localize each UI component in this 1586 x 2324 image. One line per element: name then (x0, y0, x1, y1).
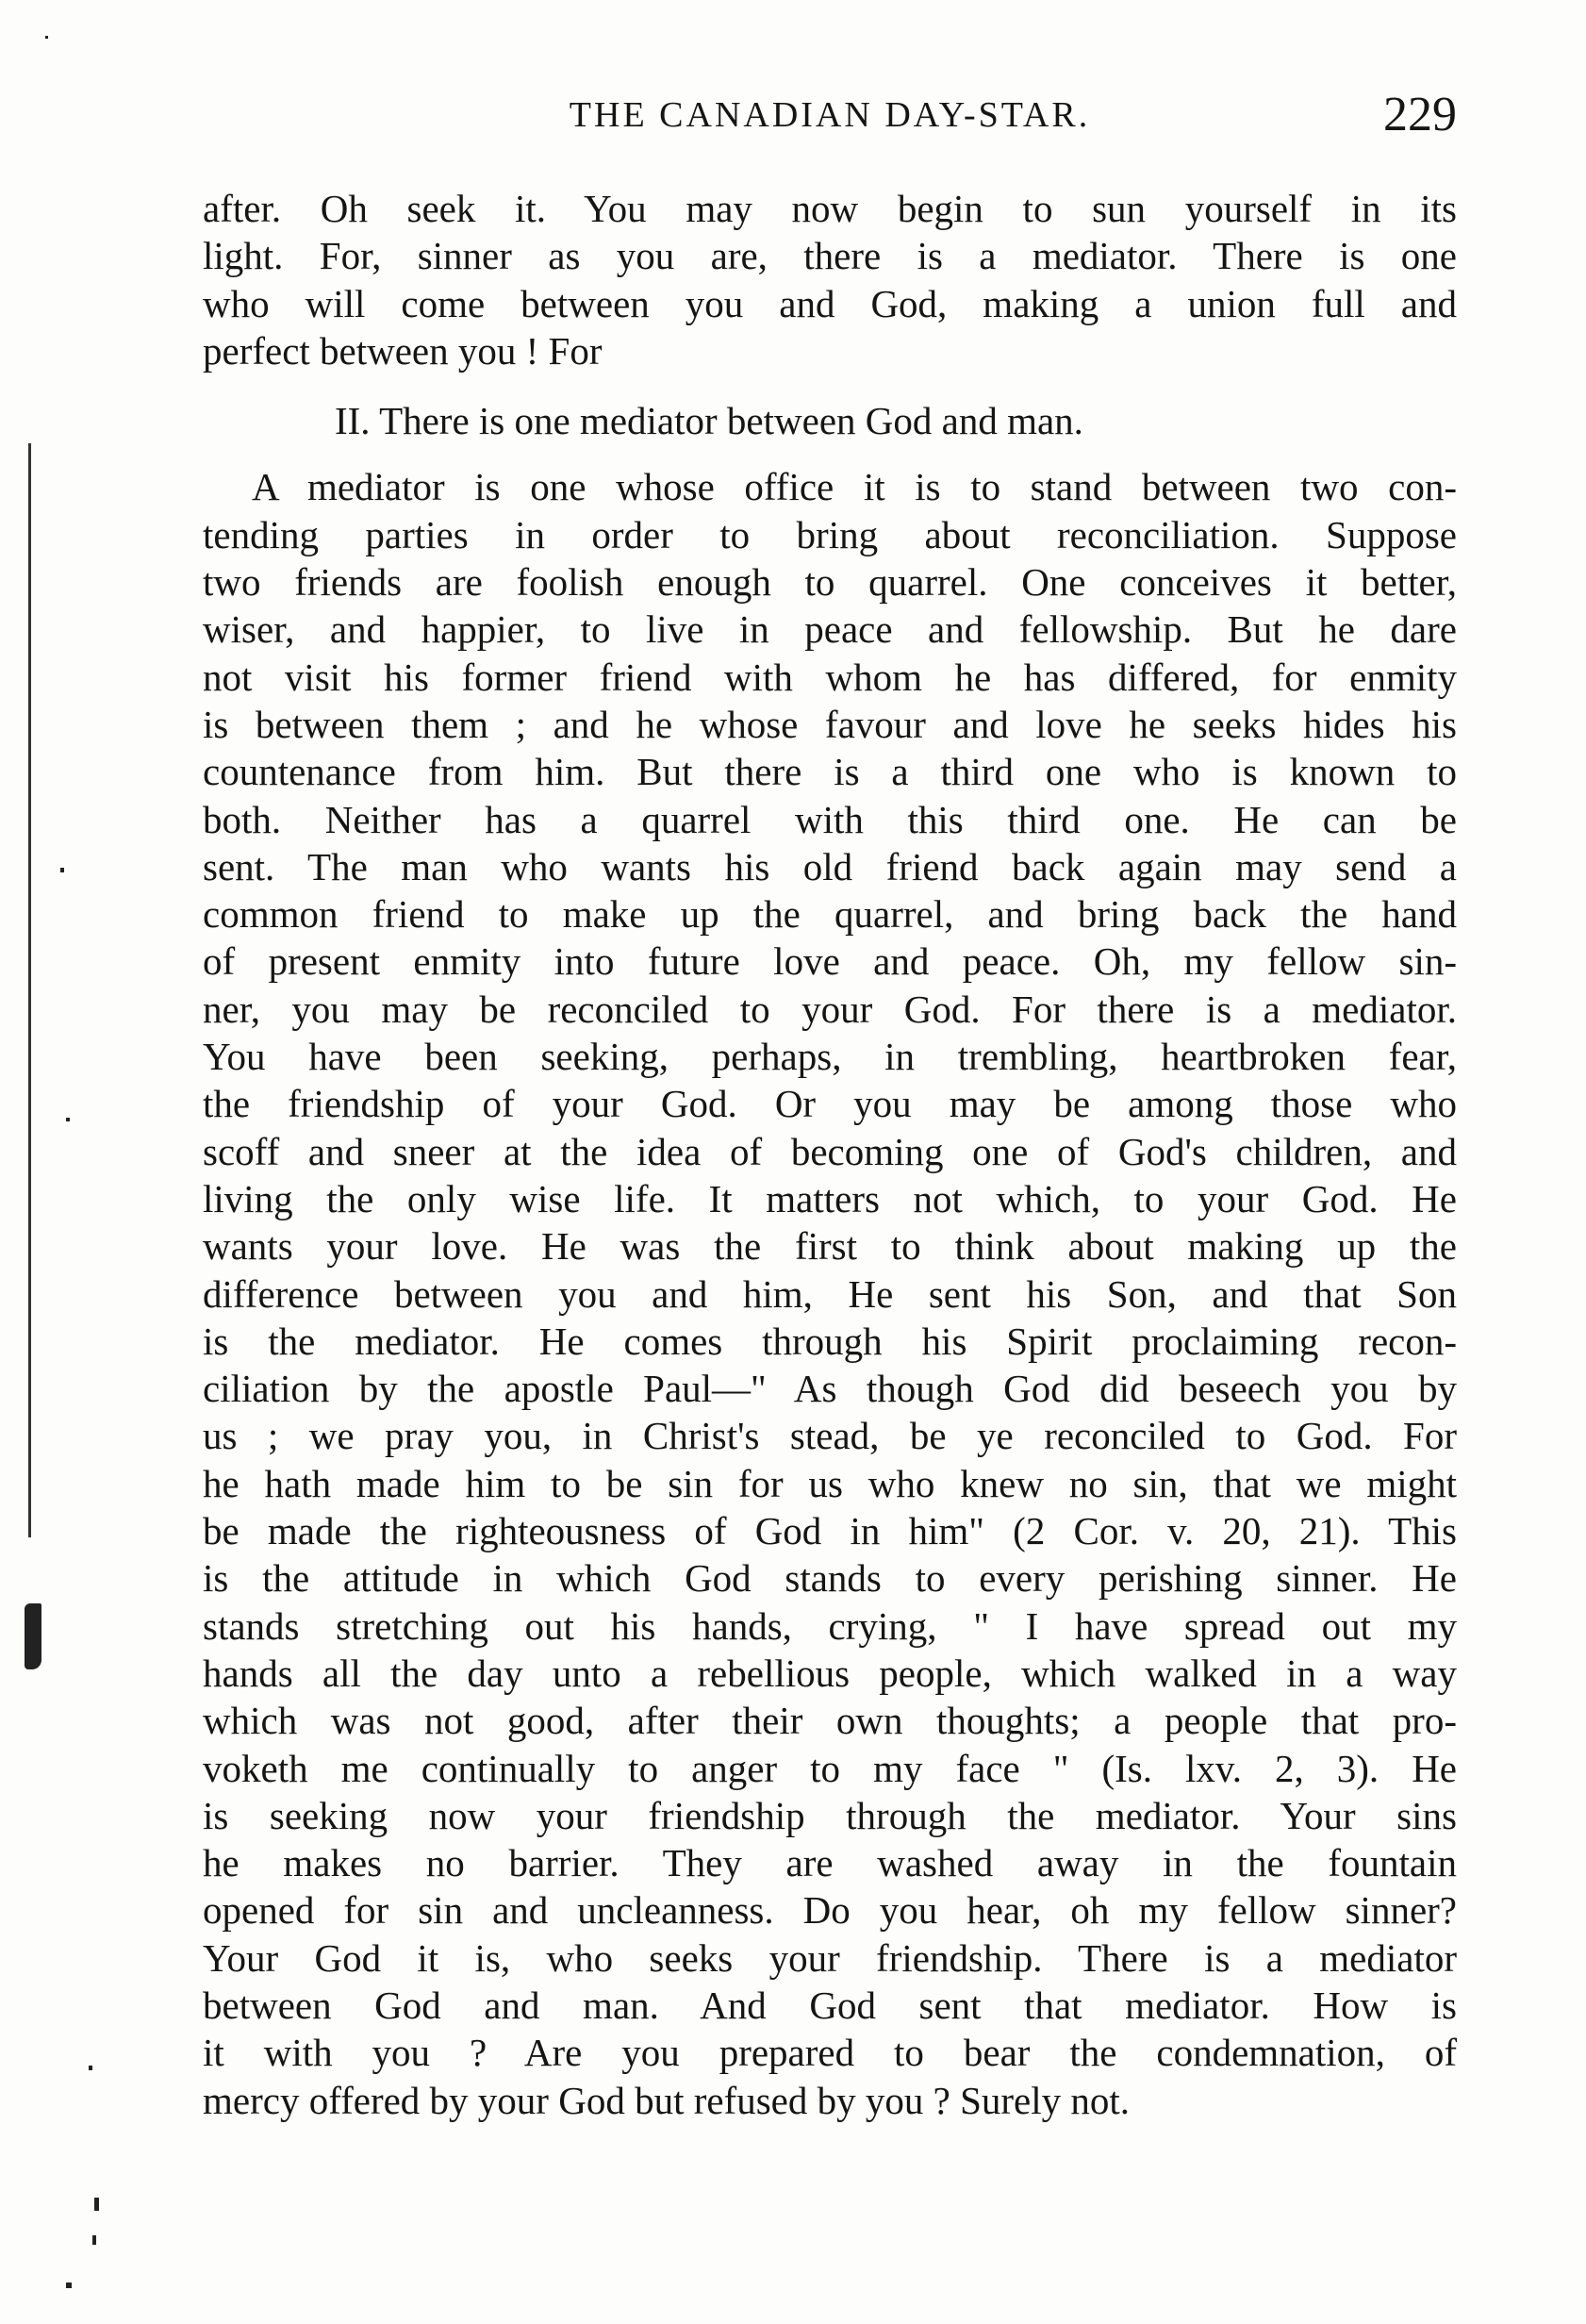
text-line: he makes no barrier. They are washed away in the fountain (203, 1841, 1457, 1885)
text-line: wants your love. He was the first to think about making up the (203, 1224, 1457, 1269)
text-line: us ; we pray you, in Christ's stead, be ye reconciled to God. For (203, 1414, 1457, 1458)
text-line: ner, you may be reconciled to your God. For there is a mediator. (203, 987, 1457, 1031)
text-line: two friends are foolish enough to quarrel. One conceives it better, (203, 560, 1457, 605)
text-line: of present enmity into future love and peace. Oh, my fellow sin- (203, 939, 1457, 984)
text-line: scoff and sneer at the idea of becoming one of God's children, and (203, 1129, 1457, 1173)
text-line: You have been seeking, perhaps, in trembling, heartbroken fear, (203, 1035, 1457, 1079)
running-head (203, 87, 1457, 143)
text-line: is the attitude in which God stands to every perishing sinner. He (203, 1556, 1457, 1601)
text-line: perfect between you ! For (203, 328, 603, 373)
text-line: opened for sin and uncleanness. Do you hear, oh my fellow sinner? (203, 1888, 1457, 1933)
scan-speck (92, 2235, 96, 2245)
scan-speck (66, 1118, 70, 1121)
text-line: common friend to make up the quarrel, and bring back the hand (203, 892, 1457, 937)
text-line: living the only wise life. It matters not which, to your God. He (203, 1176, 1457, 1220)
text-line: both. Neither has a quarrel with this third one. He can be (203, 797, 1457, 841)
text-line: who will come between you and God, making a union full and (203, 281, 1457, 325)
text-line: voketh me continually to anger to my face " (Is. lxv. 2, 3). He (203, 1746, 1457, 1790)
text-line: is seeking now your friendship through the mediator. Your sins (203, 1793, 1457, 1837)
text-line: sent. The man who wants his old friend back again may send a (203, 844, 1457, 888)
text-line: not visit his former friend with whom he has differed, for enmity (203, 655, 1457, 699)
text-line: the friendship of your God. Or you may be among those who (203, 1082, 1457, 1126)
page-number: 229 (1383, 88, 1457, 141)
body-text (203, 185, 1457, 2124)
text-line: is the mediator. He comes through his Spirit proclaiming recon- (203, 1319, 1457, 1363)
text-line: light. For, sinner as you are, there is a mediator. There is one (203, 234, 1457, 278)
text-line: it with you ? Are you prepared to bear the condemnation, of (203, 2031, 1457, 2075)
text-line: countenance from him. But there is a third one who is known to (203, 750, 1457, 794)
scan-speck (66, 2282, 72, 2288)
text-line: he hath made him to be sin for us who knew no sin, that we might (203, 1461, 1457, 1505)
text-line: wiser, and happier, to live in peace and fellowship. But he dare (203, 607, 1457, 652)
text-line: is between them ; and he whose favour and love he seeks hides his (203, 702, 1457, 746)
running-title: THE CANADIAN DAY-STAR. (569, 95, 1091, 135)
text-line: between God and man. And God sent that mediator. How is (203, 1983, 1457, 2027)
text-line: ciliation by the apostle Paul—" As though God did beseech you by (203, 1367, 1457, 1411)
section-heading: II. There is one mediator between God and man. (335, 399, 1083, 443)
text-line: be made the righteousness of God in him" (2 Cor. v. 20, 21). This (203, 1509, 1457, 1553)
scan-speck (60, 868, 64, 872)
scan-speck (45, 36, 48, 39)
text-line: after. Oh seek it. You may now begin to sun yourself in its (203, 187, 1457, 230)
text-line: tending parties in order to bring about reconciliation. Suppose (203, 512, 1457, 556)
scan-margin-rule (28, 443, 31, 1537)
scan-speck (89, 2066, 92, 2070)
text-line: which was not good, after their own thoughts; a people that pro- (203, 1699, 1457, 1743)
scan-blot (25, 1603, 41, 1669)
text-line: Your God it is, who seeks your friendship. There is a mediator (203, 1935, 1457, 1980)
scan-speck (94, 2198, 99, 2211)
text-line: stands stretching out his hands, crying, " I have spread out my (203, 1603, 1457, 1648)
text-line: hands all the day unto a rebellious people, which walked in a way (203, 1651, 1457, 1695)
text-line: mercy offered by your God but refused by you ? Surely not. (203, 2078, 1130, 2122)
text-line: A mediator is one whose office it is to stand between two con- (252, 465, 1457, 509)
text-line: difference between you and him, He sent his Son, and that Son (203, 1271, 1457, 1316)
